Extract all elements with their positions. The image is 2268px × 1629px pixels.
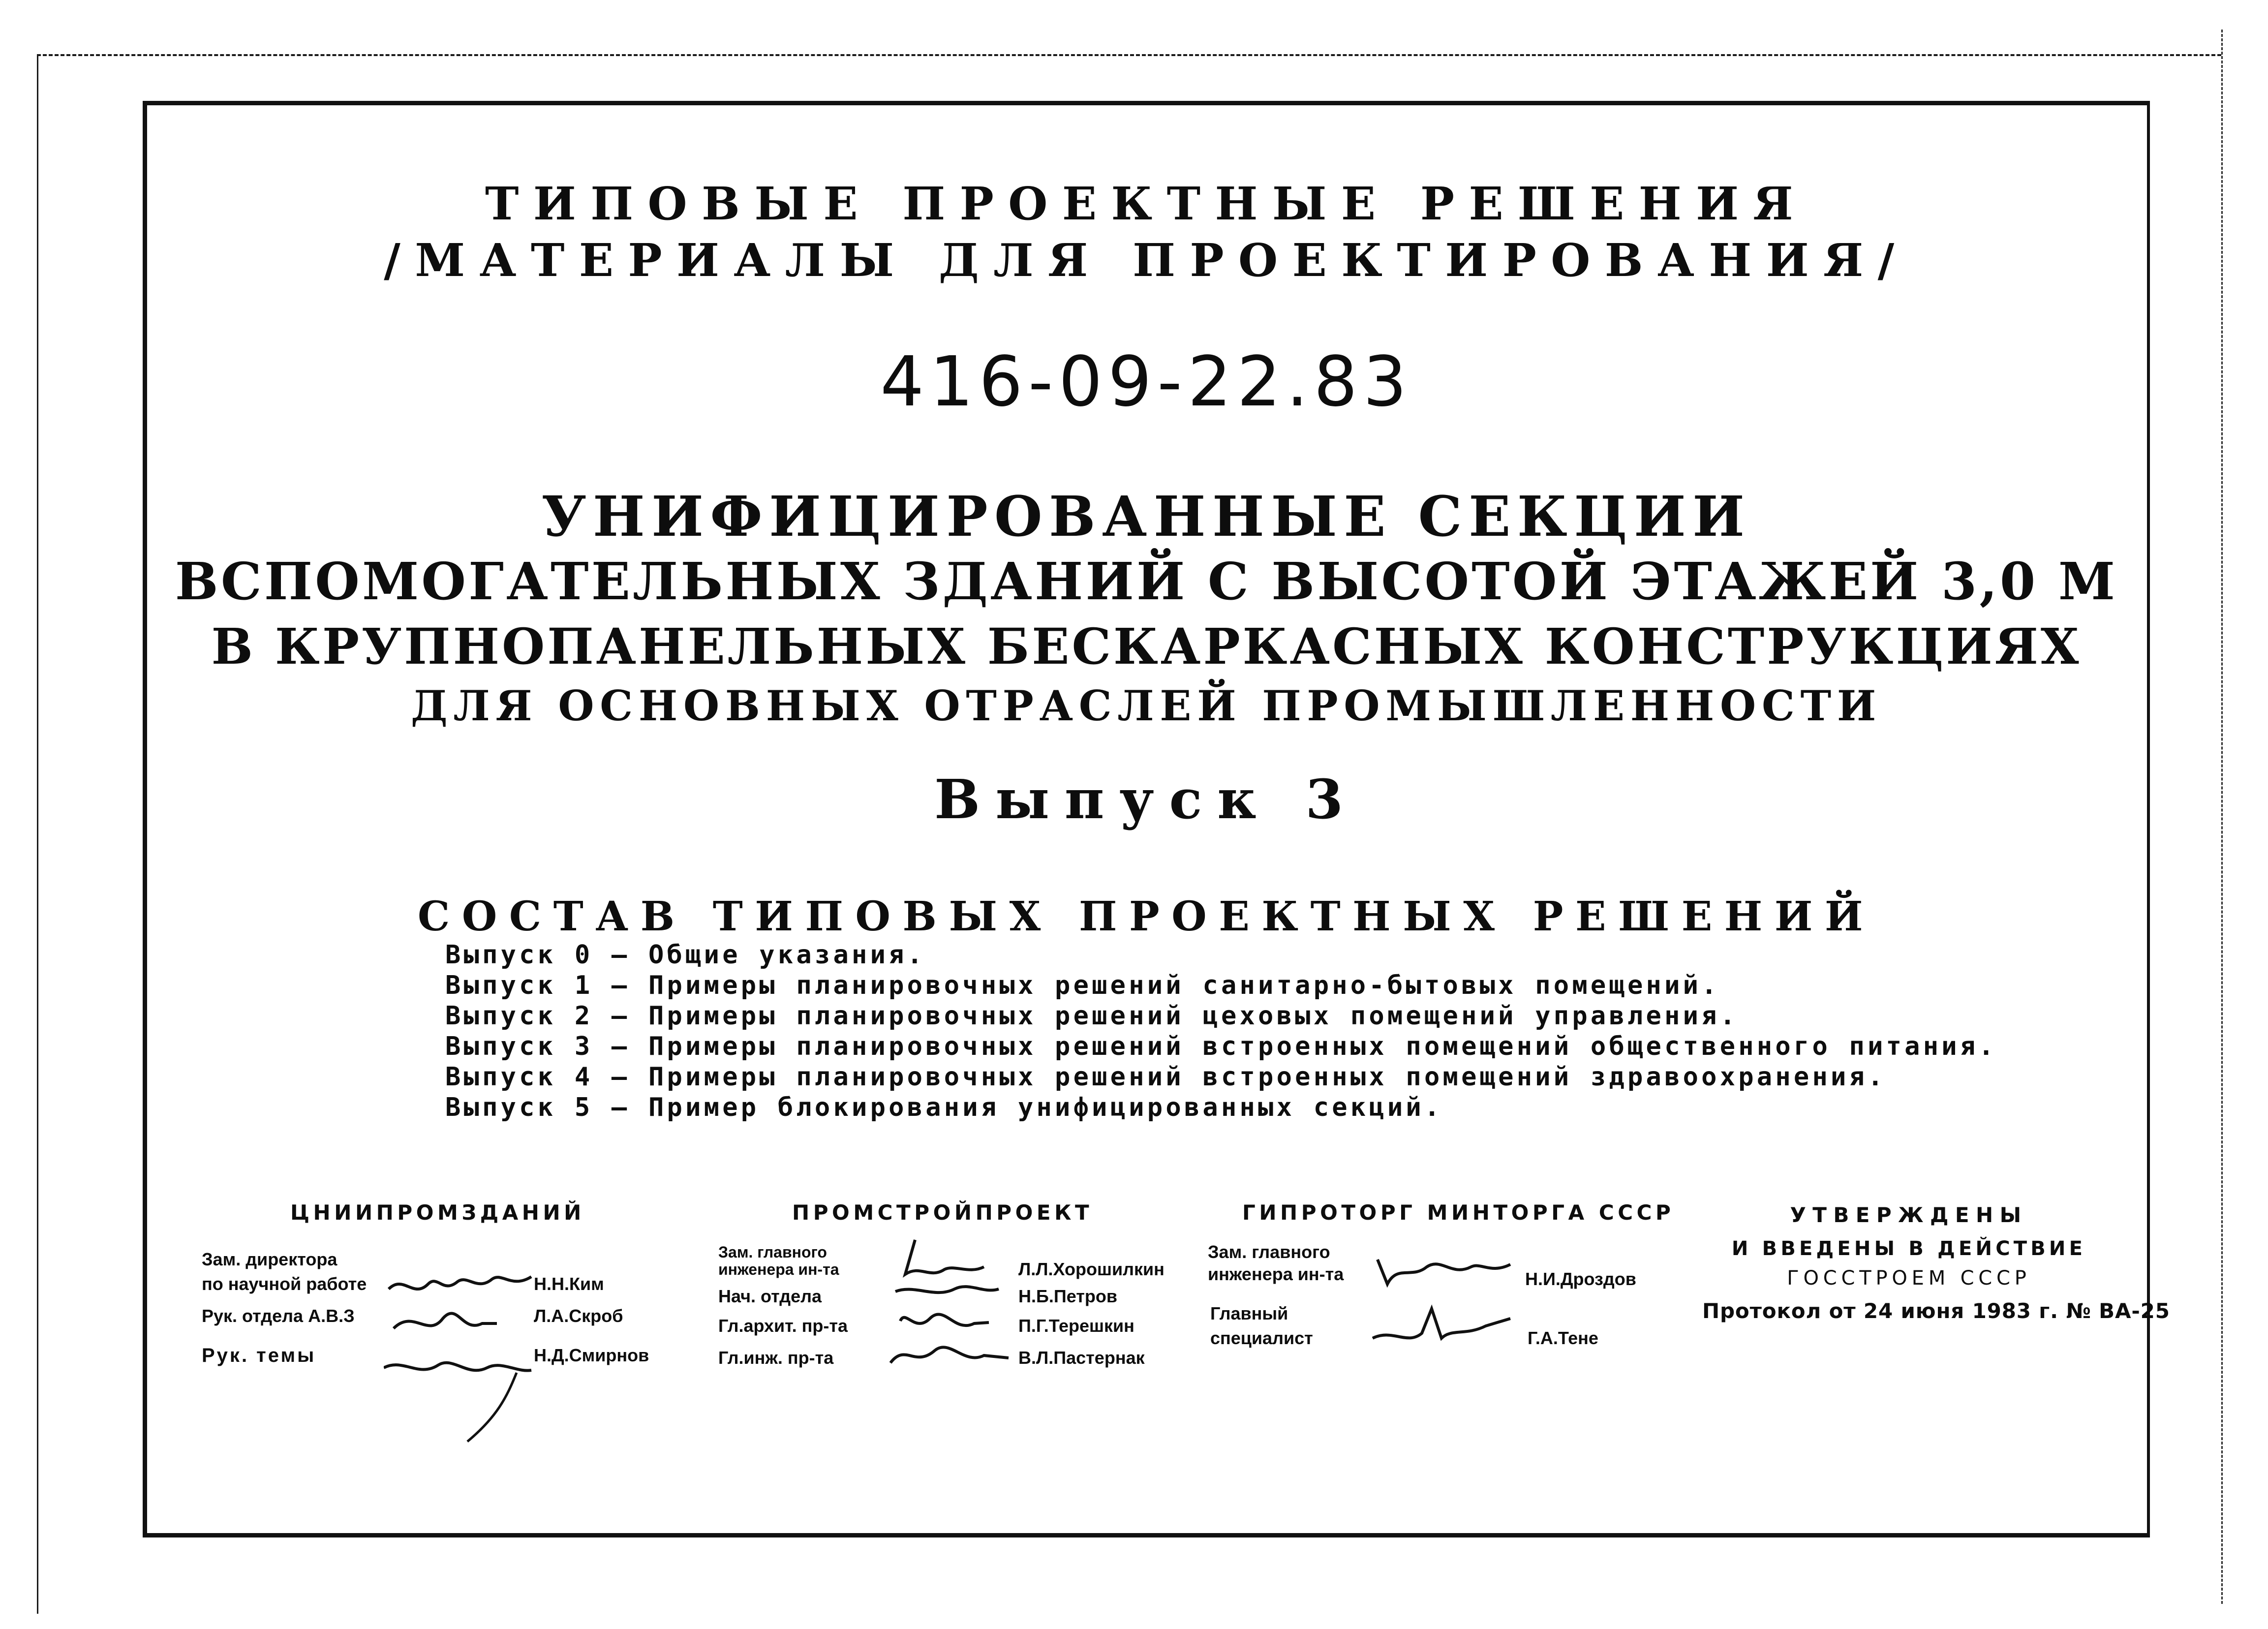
header-line-2: /МАТЕРИАЛЫ ДЛЯ ПРОЕКТИРОВАНИЯ/ [384, 234, 1909, 287]
org1-name1: Н.Н.Ким [534, 1274, 604, 1294]
org1-handwritten-signature [384, 1255, 541, 1451]
org2-role2: Нач. отдела [718, 1286, 822, 1306]
subject-line-2: ВСПОМОГАТЕЛЬНЫХ ЗДАНИЙ С ВЫСОТОЙ ЭТАЖЕЙ 3,0 М [175, 551, 2118, 612]
subject-line-3: В КРУПНОПАНЕЛЬНЫХ БЕСКАРКАСНЫХ КОНСТРУКЦИЯХ [211, 617, 2082, 676]
contents-item: Выпуск 2 — Примеры планировочных решений цеховых помещений управления. [445, 1001, 1739, 1031]
org3-handwritten-signatures [1368, 1240, 1515, 1358]
org3-name2: Г.А.Тене [1528, 1328, 1598, 1348]
org1-role1b: по научной работе [202, 1274, 367, 1294]
approval-line-2: И ВВЕДЕНЫ В ДЕЙСТВИЕ [1731, 1237, 2086, 1260]
org2-role4: Гл.инж. пр-та [718, 1348, 834, 1368]
contents-item: Выпуск 4 — Примеры планировочных решений встроенных помещений здравоохранения. [445, 1062, 1886, 1092]
contents-item: Выпуск 0 — Общие указания. [445, 940, 926, 970]
approval-protocol: Протокол от 24 июня 1983 г. № ВА-25 [1702, 1299, 2170, 1323]
contents-list [445, 940, 1997, 1123]
document-number: 416-09-22.83 [880, 342, 1412, 422]
org2-role1: Зам. главного [718, 1243, 827, 1261]
org2-name4: В.Л.Пастернак [1018, 1348, 1145, 1368]
approval-line-1: УТВЕРЖДЕНЫ [1790, 1203, 2028, 1227]
org2-name3: П.Г.Терешкин [1018, 1316, 1134, 1336]
outer-frame-right-edge [2221, 30, 2223, 1604]
contents-item: Выпуск 3 — Примеры планировочных решений встроенных помещений общественного питания. [445, 1032, 1997, 1061]
org3-role1: Зам. главного [1208, 1242, 1330, 1262]
approval-line-3: ГОССТРОЕМ СССР [1787, 1267, 2031, 1290]
org3-role2: Главный [1210, 1303, 1288, 1323]
org3-role2b: специалист [1210, 1328, 1313, 1348]
org3-title: ГИПРОТОРГ МИНТОРГА СССР [1242, 1200, 1675, 1225]
org1-name3: Н.Д.Смирнов [534, 1345, 649, 1365]
org1-name2: Л.А.Скроб [534, 1306, 623, 1326]
contents-item: Выпуск 1 — Примеры планировочных решений санитарно-бытовых помещений. [445, 971, 1720, 1000]
org3-name1: Н.И.Дроздов [1525, 1269, 1636, 1289]
org1-role2: Рук. отдела А.В.З [202, 1306, 355, 1326]
issue-title: Выпуск 3 [934, 768, 1358, 831]
org1-title: ЦНИИПРОМЗДАНИЙ [290, 1200, 585, 1225]
org2-name2: Н.Б.Петров [1018, 1286, 1118, 1306]
contents-title: СОСТАВ ТИПОВЫХ ПРОЕКТНЫХ РЕШЕНИЙ [417, 893, 1875, 940]
org2-role3: Гл.архит. пр-та [718, 1316, 848, 1336]
org1-role3: Рук. темы [202, 1345, 316, 1366]
header-line-1: ТИПОВЫЕ ПРОЕКТНЫЕ РЕШЕНИЯ [485, 177, 1808, 230]
org2-name1: Л.Л.Хорошилкин [1018, 1259, 1165, 1279]
org2-title: ПРОМСТРОЙПРОЕКТ [792, 1200, 1093, 1225]
org2-role1b: инженера ин-та [718, 1260, 839, 1278]
subject-line-4: ДЛЯ ОСНОВНЫХ ОТРАСЛЕЙ ПРОМЫШЛЕННОСТИ [411, 681, 1882, 730]
contents-item: Выпуск 5 — Пример блокирования унифицированных секций. [445, 1093, 1443, 1122]
org2-handwritten-signatures [886, 1235, 1018, 1373]
org1-role1: Зам. директора [202, 1249, 337, 1269]
subject-line-1: УНИФИЦИРОВАННЫЕ СЕКЦИИ [541, 485, 1751, 549]
org3-role1b: инженера ин-та [1208, 1264, 1344, 1284]
